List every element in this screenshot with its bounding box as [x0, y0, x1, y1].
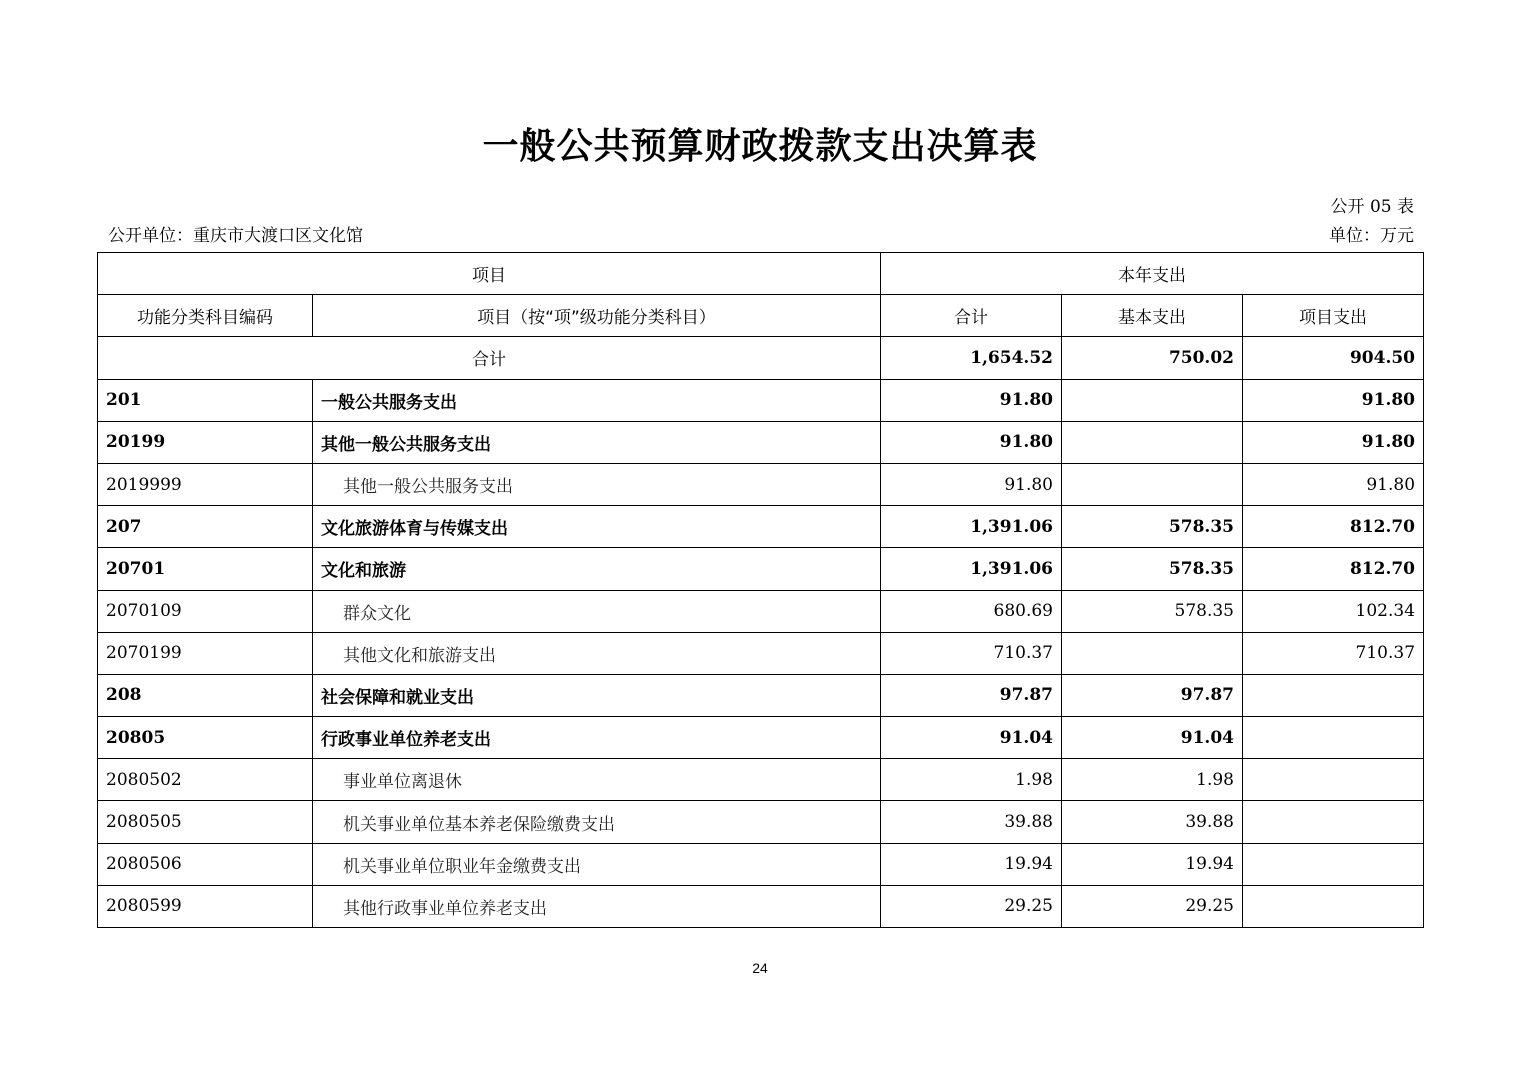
table-row [98, 843, 1424, 885]
row-basic: 19.94 [1062, 843, 1243, 885]
table-row [98, 632, 1424, 674]
reporting-unit: 公开单位：重庆市大渡口区文化馆 [108, 226, 363, 246]
row-basic: 97.87 [1062, 674, 1243, 716]
row-project: 710.37 [1243, 632, 1424, 674]
row-total: 91.04 [881, 717, 1062, 759]
row-code: 2080506 [98, 843, 313, 885]
row-name: 文化旅游体育与传媒支出 [313, 506, 881, 548]
row-total: 1,391.06 [881, 548, 1062, 590]
row-name: 群众文化 [313, 590, 881, 632]
row-code: 2070199 [98, 632, 313, 674]
row-project [1243, 801, 1424, 843]
row-project: 91.80 [1243, 421, 1424, 463]
row-total: 97.87 [881, 674, 1062, 716]
row-total: 1.98 [881, 759, 1062, 801]
row-total: 1,391.06 [881, 506, 1062, 548]
row-basic: 1.98 [1062, 759, 1243, 801]
row-project [1243, 717, 1424, 759]
row-name: 机关事业单位基本养老保险缴费支出 [313, 801, 881, 843]
row-name: 一般公共服务支出 [313, 379, 881, 421]
row-name: 社会保障和就业支出 [313, 674, 881, 716]
total-row-project: 904.50 [1243, 337, 1424, 379]
row-basic [1062, 632, 1243, 674]
row-name: 行政事业单位养老支出 [313, 717, 881, 759]
row-project [1243, 843, 1424, 885]
row-basic [1062, 463, 1243, 505]
row-name: 其他一般公共服务支出 [313, 463, 881, 505]
row-total: 710.37 [881, 632, 1062, 674]
header-code: 功能分类科目编码 [98, 295, 313, 337]
row-project [1243, 885, 1424, 927]
row-basic: 578.35 [1062, 590, 1243, 632]
row-name: 文化和旅游 [313, 548, 881, 590]
row-basic: 578.35 [1062, 506, 1243, 548]
header-row-2 [98, 295, 1424, 337]
row-total: 91.80 [881, 379, 1062, 421]
page-number: 24 [752, 960, 768, 976]
header-project-expense: 项目支出 [1243, 295, 1424, 337]
header-total: 合计 [881, 295, 1062, 337]
row-project [1243, 759, 1424, 801]
row-basic: 91.04 [1062, 717, 1243, 759]
table-row [98, 674, 1424, 716]
row-total: 19.94 [881, 843, 1062, 885]
total-row-label: 合计 [98, 337, 881, 379]
row-code: 201 [98, 379, 313, 421]
table-row [98, 506, 1424, 548]
table-row [98, 717, 1424, 759]
total-row-total: 1,654.52 [881, 337, 1062, 379]
table-row [98, 548, 1424, 590]
row-project: 91.80 [1243, 463, 1424, 505]
table-row [98, 801, 1424, 843]
row-code: 20805 [98, 717, 313, 759]
row-name: 机关事业单位职业年金缴费支出 [313, 843, 881, 885]
row-basic: 39.88 [1062, 801, 1243, 843]
header-item: 项目（按“项”级功能分类科目） [313, 295, 881, 337]
currency-unit: 单位：万元 [1329, 226, 1414, 246]
row-name: 事业单位离退休 [313, 759, 881, 801]
row-total: 91.80 [881, 421, 1062, 463]
row-project: 812.70 [1243, 506, 1424, 548]
row-basic [1062, 421, 1243, 463]
page-title: 一般公共预算财政拨款支出决算表 [482, 126, 1038, 167]
row-project: 102.34 [1243, 590, 1424, 632]
table-row [98, 759, 1424, 801]
row-code: 2080505 [98, 801, 313, 843]
row-code: 2080599 [98, 885, 313, 927]
row-project: 812.70 [1243, 548, 1424, 590]
row-basic [1062, 379, 1243, 421]
row-name: 其他文化和旅游支出 [313, 632, 881, 674]
budget-table [97, 252, 1424, 928]
header-row-1 [98, 253, 1424, 295]
row-name: 其他一般公共服务支出 [313, 421, 881, 463]
total-row [98, 337, 1424, 379]
header-current-year-expense: 本年支出 [881, 253, 1424, 295]
row-total: 29.25 [881, 885, 1062, 927]
row-code: 20701 [98, 548, 313, 590]
row-code: 2019999 [98, 463, 313, 505]
row-code: 2070109 [98, 590, 313, 632]
row-total: 39.88 [881, 801, 1062, 843]
row-code: 207 [98, 506, 313, 548]
table-row [98, 590, 1424, 632]
header-basic: 基本支出 [1062, 295, 1243, 337]
row-basic: 29.25 [1062, 885, 1243, 927]
form-number: 公开 05 表 [1330, 197, 1414, 217]
table-row [98, 885, 1424, 927]
table-row [98, 379, 1424, 421]
row-basic: 578.35 [1062, 548, 1243, 590]
row-project [1243, 674, 1424, 716]
table-row [98, 463, 1424, 505]
header-project: 项目 [98, 253, 881, 295]
row-code: 208 [98, 674, 313, 716]
row-name: 其他行政事业单位养老支出 [313, 885, 881, 927]
row-total: 680.69 [881, 590, 1062, 632]
row-total: 91.80 [881, 463, 1062, 505]
total-row-basic: 750.02 [1062, 337, 1243, 379]
row-code: 20199 [98, 421, 313, 463]
table-row [98, 421, 1424, 463]
row-code: 2080502 [98, 759, 313, 801]
row-project: 91.80 [1243, 379, 1424, 421]
